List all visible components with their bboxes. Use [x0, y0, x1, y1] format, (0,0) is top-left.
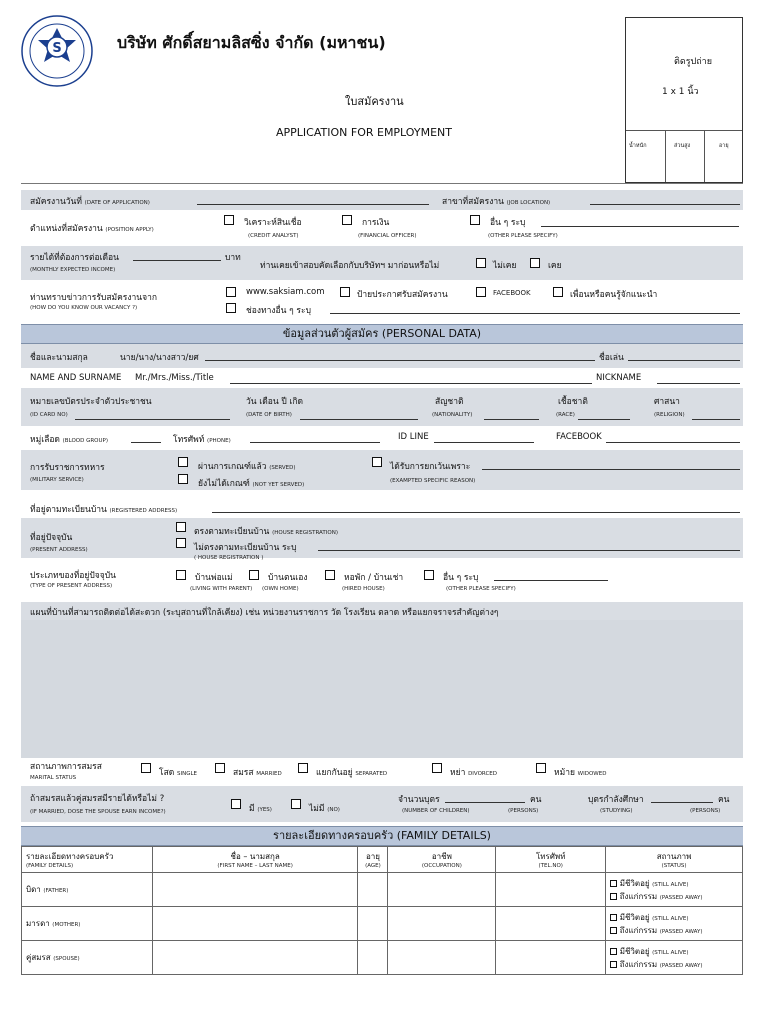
- family-col-details: รายละเอียดทางครอบครัว (FAMILY DETAILS): [22, 847, 153, 873]
- marital-married-label: สมรส: [233, 768, 254, 778]
- svg-text:S: S: [52, 41, 62, 56]
- present-address-label-en: (PRESENT ADDRESS): [30, 547, 88, 553]
- residence-hired-label-en: (HIRED HOUSE): [342, 586, 385, 592]
- job-location-label-en: (JOB LOCATION): [506, 200, 551, 206]
- position-finance-label-en: (FINANCIAL OFFICER): [358, 233, 417, 239]
- phone-field[interactable]: [250, 442, 380, 443]
- marital-single-label: โสด: [159, 768, 175, 778]
- nationality-label: สัญชาติ: [435, 397, 464, 407]
- marital-divorced-checkbox[interactable]: [432, 763, 442, 773]
- residence-hired-label: หอพัก / บ้านเช่า: [344, 573, 404, 583]
- source-other-field[interactable]: [330, 313, 740, 314]
- military-not-label: ยังไม่ได้เกณฑ์: [198, 479, 250, 489]
- marital-married-label-en: MARRIED: [256, 771, 282, 777]
- blood-label: หมู่เลือด: [30, 435, 60, 445]
- children-field[interactable]: [445, 802, 525, 803]
- family-row-label-en: (FATHER): [43, 888, 69, 894]
- residence-hired-checkbox[interactable]: [325, 570, 335, 580]
- father-alive-checkbox[interactable]: [610, 880, 617, 887]
- spouse-income-no-label: ไม่มี: [309, 804, 325, 814]
- military-not-label-en: (NOT YET SERVED): [252, 482, 305, 488]
- nationality-label-en: (NATIONALITY): [432, 412, 473, 418]
- name-en-titles: Mr./Mrs./Miss./Title: [135, 373, 214, 383]
- studying-label: บุตรกำลังศึกษา: [588, 795, 644, 805]
- personal-section-title: ข้อมูลส่วนตัวผู้สมัคร (PERSONAL DATA): [21, 324, 743, 344]
- studying-unit: คน: [718, 795, 730, 805]
- status-alive-label: มีชีวิตอยู่: [619, 878, 650, 888]
- residence-other-field[interactable]: [494, 580, 608, 581]
- mother-alive-checkbox[interactable]: [610, 914, 617, 921]
- spouse-income-yes-label-en: (YES): [257, 807, 272, 813]
- facebook-field[interactable]: [606, 442, 740, 443]
- religion-field[interactable]: [692, 419, 740, 420]
- present-diff-label-en: ( HOUSE REGISTRATION ): [194, 555, 264, 561]
- source-facebook-label: FACEBOOK: [493, 289, 531, 297]
- nickname-en-field[interactable]: [657, 383, 740, 384]
- religion-label-en: (RELIGION): [654, 412, 685, 418]
- status-alive-label: มีชีวิตอยู่: [619, 946, 650, 956]
- spouse-income-yes-label: มี: [249, 804, 255, 814]
- military-exempt-label-en: (EXAMPTED SPECIFIC REASON): [390, 478, 476, 484]
- line-field[interactable]: [434, 442, 534, 443]
- military-exempt-checkbox[interactable]: [372, 457, 382, 467]
- father-name-cell[interactable]: [152, 873, 358, 907]
- race-label-en: (RACE): [556, 412, 575, 418]
- family-col-age: อายุ (AGE): [358, 847, 388, 873]
- source-website-checkbox[interactable]: [226, 287, 236, 297]
- mother-occupation-cell[interactable]: [388, 907, 496, 941]
- military-label: การรับราชการทหาร: [30, 463, 105, 473]
- line-label: ID LINE: [398, 432, 429, 442]
- mother-dead-checkbox[interactable]: [610, 927, 617, 934]
- father-tel-cell[interactable]: [496, 873, 606, 907]
- idcard-label: หมายเลขบัตรประจำตัวประชาชน: [30, 397, 152, 407]
- application-date-label: สมัครงานวันที่: [30, 197, 82, 207]
- income-label: รายได้ที่ต้องการต่อเดือน: [30, 253, 119, 263]
- marital-separated-label-en: SEPARATED: [355, 771, 388, 777]
- company-seal: [20, 14, 94, 88]
- nationality-field[interactable]: [484, 419, 539, 420]
- marital-single-label-en: SINGLE: [176, 771, 198, 777]
- spouse-income-no-checkbox[interactable]: [291, 799, 301, 809]
- present-diff-checkbox[interactable]: [176, 538, 186, 548]
- nickname-th-label: ชื่อเล่น: [599, 353, 624, 363]
- dob-label: วัน เดือน ปี เกิด: [246, 397, 303, 407]
- blood-label-en: (BLOOD GROUP): [62, 438, 108, 444]
- dob-label-en: (DATE OF BIRTH): [246, 412, 292, 418]
- status-dead-label-en: (PASSED AWAY): [659, 962, 703, 969]
- studying-field[interactable]: [651, 802, 713, 803]
- name-en-field[interactable]: [230, 383, 592, 384]
- children-label: จำนวนบุตร: [398, 795, 440, 805]
- income-field[interactable]: [133, 260, 221, 261]
- spouse-dead-checkbox[interactable]: [610, 961, 617, 968]
- mother-name-cell[interactable]: [152, 907, 358, 941]
- military-label-en: (MILITARY SERVICE): [30, 477, 84, 483]
- income-unit: บาท: [225, 253, 241, 263]
- status-alive-label: มีชีวิตอยู่: [619, 912, 650, 922]
- name-th-label: ชื่อและนามสกุล: [30, 353, 88, 363]
- marital-widowed-label: หม้าย: [554, 768, 575, 778]
- present-same-label: ตรงตามทะเบียนบ้าน: [194, 527, 270, 537]
- name-th-titles: นาย/นาง/นางสาว/ยศ: [120, 353, 199, 363]
- residence-other-checkbox[interactable]: [424, 570, 434, 580]
- present-address-label: ที่อยู่ปัจจุบัน: [30, 533, 73, 543]
- family-row-label: คู่สมรส: [26, 953, 51, 962]
- reg-address-label-en: (REGISTERED ADDRESS): [109, 508, 178, 514]
- family-row-label-en: (MOTHER): [52, 922, 81, 928]
- source-friend-label: เพื่อนหรือคนรู้จักแนะนำ: [570, 290, 658, 300]
- source-poster-label: ป้ายประกาศรับสมัครงาน: [357, 290, 448, 300]
- spouse-income-no-label-en: (NO): [327, 807, 340, 813]
- status-dead-label: ถึงแก่กรรม: [619, 925, 658, 935]
- marital-widowed-label-en: WIDOWED: [577, 771, 607, 777]
- position-credit-label-en: (CREDIT ANALYST): [248, 233, 299, 239]
- position-other-field[interactable]: [541, 226, 739, 227]
- family-col-tel: โทรศัพท์ (TEL.NO): [496, 847, 606, 873]
- photo-age: อายุ: [719, 143, 729, 149]
- idcard-field[interactable]: [75, 419, 230, 420]
- map-area[interactable]: [21, 620, 743, 758]
- marital-label: สถานภาพการสมรส: [30, 762, 102, 772]
- status-alive-label-en: (STILL ALIVE): [652, 949, 689, 956]
- residence-own-checkbox[interactable]: [249, 570, 259, 580]
- military-not-checkbox[interactable]: [178, 474, 188, 484]
- status-alive-label-en: (STILL ALIVE): [652, 881, 689, 888]
- status-dead-label-en: (PASSED AWAY): [659, 894, 703, 901]
- marital-widowed-checkbox[interactable]: [536, 763, 546, 773]
- mother-tel-cell[interactable]: [496, 907, 606, 941]
- spouse-income-label-en: (IF MARRIED, DOSE THE SPOUSE EARN INCOME?): [30, 809, 166, 815]
- spouse-alive-checkbox[interactable]: [610, 948, 617, 955]
- job-location-field[interactable]: [590, 204, 740, 205]
- photo-label: ติดรูปถ่าย: [674, 57, 713, 67]
- studying-label-en: (STUDYING): [600, 808, 633, 814]
- present-same-label-en: (HOUSE REGISTRATION): [272, 530, 338, 536]
- family-col-status: สถานภาพ (STATUS): [606, 847, 743, 873]
- family-table: [21, 846, 743, 975]
- spouse-income-label: ถ้าสมรสแล้วคู่สมรสมีรายได้หรือไม่ ?: [30, 794, 165, 804]
- family-table-header: [22, 847, 743, 873]
- form-title-th: ใบสมัครงาน: [345, 95, 404, 108]
- family-section-title: รายละเอียดทางครอบครัว (FAMILY DETAILS): [21, 826, 743, 846]
- prev-exam-no-checkbox[interactable]: [476, 258, 486, 268]
- position-other-label-en: (OTHER PLEASE SPECIFY): [488, 233, 558, 239]
- marital-separated-checkbox[interactable]: [298, 763, 308, 773]
- prev-exam-no-label: ไม่เคย: [493, 261, 517, 271]
- family-col-name: ชื่อ – นามสกุล (FIRST NAME – LAST NAME): [152, 847, 358, 873]
- family-row-label-en: (SPOUSE): [53, 956, 80, 962]
- residence-other-label-en: (OTHER PLEASE SPECIFY): [446, 586, 516, 592]
- father-dead-checkbox[interactable]: [610, 893, 617, 900]
- residence-other-label: อื่น ๆ ระบุ: [443, 573, 479, 583]
- prev-exam-yes-label: เคย: [548, 261, 562, 271]
- status-alive-label-en: (STILL ALIVE): [652, 915, 689, 922]
- present-same-checkbox[interactable]: [176, 522, 186, 532]
- source-website-label: www.saksiam.com: [246, 287, 325, 297]
- idcard-label-en: (ID CARD NO): [30, 412, 68, 418]
- present-diff-label: ไม่ตรงตามทะเบียนบ้าน ระบุ: [194, 543, 297, 553]
- spouse-occupation-cell[interactable]: [388, 941, 496, 975]
- present-diff-field[interactable]: [318, 550, 740, 551]
- source-other-checkbox[interactable]: [226, 303, 236, 313]
- family-row-father: [22, 873, 743, 907]
- mother-age-cell[interactable]: [358, 907, 388, 941]
- children-label-en: (NUMBER OF CHILDREN): [402, 808, 470, 814]
- children-unit: คน: [530, 795, 542, 805]
- children-unit-en: (PERSONS): [508, 808, 539, 814]
- residence-own-label: บ้านตนเอง: [268, 573, 308, 583]
- father-occupation-cell[interactable]: [388, 873, 496, 907]
- company-name: บริษัท ศักดิ์สยามลิสซิ่ง จำกัด (มหาชน): [117, 33, 386, 52]
- source-facebook-checkbox[interactable]: [476, 287, 486, 297]
- spouse-tel-cell[interactable]: [496, 941, 606, 975]
- job-location-label: สาขาที่สมัครงาน: [442, 197, 504, 207]
- reg-address-field[interactable]: [212, 512, 740, 513]
- race-label: เชื้อชาติ: [558, 397, 588, 407]
- name-en-label: NAME AND SURNAME: [30, 373, 122, 383]
- prev-exam-label: ท่านเคยเข้าสอบคัดเลือกกับบริษัทฯ มาก่อนหรือไม่: [260, 261, 440, 271]
- residence-parent-label-en: (LIVING WITH PARENT): [190, 586, 253, 592]
- military-exempt-label: ได้รับการยกเว้นเพราะ: [390, 462, 471, 472]
- military-served-label: ผ่านการเกณฑ์แล้ว: [198, 462, 267, 472]
- military-exempt-field[interactable]: [482, 469, 740, 470]
- residence-label-en: (TYPE OF PRESENT ADDRESS): [30, 583, 113, 589]
- name-th-field[interactable]: [205, 360, 595, 361]
- residence-parent-checkbox[interactable]: [176, 570, 186, 580]
- marital-married-checkbox[interactable]: [215, 763, 225, 773]
- military-served-checkbox[interactable]: [178, 457, 188, 467]
- dob-field[interactable]: [300, 419, 418, 420]
- source-label-en: (HOW DO YOU KNOW OUR VACANCY ?): [30, 305, 138, 311]
- position-other-label: อื่น ๆ ระบุ: [490, 218, 526, 228]
- marital-divorced-label: หย่า: [450, 768, 466, 778]
- religion-label: ศาสนา: [654, 397, 680, 407]
- marital-separated-label: แยกกันอยู่: [316, 768, 353, 778]
- status-dead-label: ถึงแก่กรรม: [619, 959, 658, 969]
- phone-label: โทรศัพท์: [173, 435, 205, 445]
- photo-weight: น้ำหนัก: [629, 143, 647, 149]
- spouse-income-yes-checkbox[interactable]: [231, 799, 241, 809]
- source-poster-checkbox[interactable]: [340, 287, 350, 297]
- prev-exam-yes-checkbox[interactable]: [530, 258, 540, 268]
- family-col-occupation: อาชีพ (OCCUPATION): [388, 847, 496, 873]
- position-credit-label: วิเคราะห์สินเชื่อ: [244, 218, 302, 228]
- marital-single-checkbox[interactable]: [141, 763, 151, 773]
- map-label: แผนที่บ้านที่สามารถติดต่อได้สะดวก (ระบุสถานที่ใกล้เคียง) เช่น หน่วยงานราชการ วัด โรงเรียน ตลาด หรือแยกจราจรสำคัญต่างๆ: [30, 608, 499, 618]
- photo-size: 1 x 1 นิ้ว: [662, 87, 699, 97]
- family-row-mother: [22, 907, 743, 941]
- source-friend-checkbox[interactable]: [553, 287, 563, 297]
- family-row-label: มารดา: [26, 919, 50, 928]
- position-other-checkbox[interactable]: [470, 215, 480, 225]
- family-row-label: บิดา: [26, 885, 41, 894]
- blood-field[interactable]: [131, 442, 161, 443]
- position-label-en: (POSITION APPLY): [105, 227, 154, 233]
- form-title-en: APPLICATION FOR EMPLOYMENT: [276, 126, 452, 139]
- spouse-age-cell[interactable]: [358, 941, 388, 975]
- application-date-field[interactable]: [197, 204, 429, 205]
- military-served-label-en: (SERVED): [269, 465, 296, 471]
- facebook-label: FACEBOOK: [556, 432, 602, 442]
- father-age-cell[interactable]: [358, 873, 388, 907]
- status-dead-label-en: (PASSED AWAY): [659, 928, 703, 935]
- position-finance-checkbox[interactable]: [342, 215, 352, 225]
- source-other-label: ช่องทางอื่น ๆ ระบุ: [246, 306, 311, 316]
- nickname-th-field[interactable]: [628, 360, 740, 361]
- marital-divorced-label-en: DIVORCED: [468, 771, 498, 777]
- race-field[interactable]: [578, 419, 630, 420]
- residence-own-label-en: (OWN HOME): [262, 586, 299, 592]
- source-label: ท่านทราบข่าวการรับสมัครงานจาก: [30, 293, 158, 303]
- status-dead-label: ถึงแก่กรรม: [619, 891, 658, 901]
- position-label: ตำแหน่งที่สมัครงาน: [30, 224, 103, 234]
- income-label-en: (MONTHLY EXPECTED INCOME): [30, 267, 116, 273]
- nickname-en-label: NICKNAME: [596, 373, 642, 383]
- marital-label-en: MARITAL STATUS: [30, 775, 77, 781]
- position-finance-label: การเงิน: [362, 218, 390, 228]
- studying-unit-en: (PERSONS): [690, 808, 721, 814]
- application-date-label-en: (DATE OF APPLICATION): [84, 200, 150, 206]
- residence-label: ประเภทของที่อยู่ปัจจุบัน: [30, 571, 116, 581]
- phone-label-en: (PHONE): [207, 438, 231, 444]
- position-credit-checkbox[interactable]: [224, 215, 234, 225]
- residence-parent-label: บ้านพ่อแม่: [195, 573, 233, 583]
- spouse-name-cell[interactable]: [152, 941, 358, 975]
- family-row-spouse: [22, 941, 743, 975]
- photo-box: [625, 17, 743, 183]
- reg-address-label: ที่อยู่ตามทะเบียนบ้าน: [30, 505, 107, 515]
- photo-height: ส่วนสูง: [674, 143, 691, 149]
